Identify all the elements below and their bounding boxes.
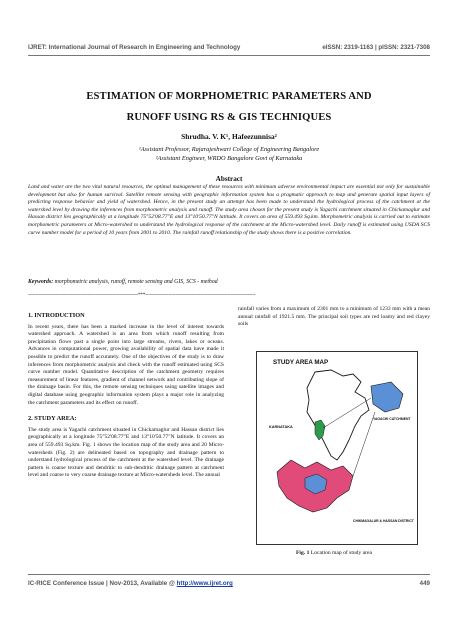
label-yagachi: YAGACHI CATCHMENT (373, 417, 411, 421)
intro-text: In recent years, there has been a marked increase in the level of interest towards watershed approach. A watershed is an area from which runoff resulting from precipitation flows past a single point into large streams, rivers, lakes or oceans. Advances in computational power, growing availability of spatial data have made it possible to predict the runoff accurately. One of the objectives of the study is to draw inferences from morphometric analysis and check with the runoff estimated using SCS curve number model. Quantitative description of the catchment geometry requires measurement of linear features, gradient of channel network and contributing slope of the drainage basin. For this, the remote sensing techniques using satellite images and digital database using geographic information system plays a major role in analyzing the catchment parameters and its effect on runoff. (28, 323, 224, 406)
rainfall-text: rainfall varies from a maximum of 2301 mm to a minimum of 1233 mm with a mean annual rainfall of 1921.5 mm. The principal soil types are red loamy and red clayey soils (238, 306, 430, 328)
map-figure (257, 352, 417, 544)
figure-caption (238, 550, 430, 556)
paper-title (28, 86, 430, 128)
footer-conference (28, 580, 233, 587)
intro-heading: 1. INTRODUCTION (28, 312, 85, 319)
affiliation-2: ²Assistant Engineer, WRDO Bangalore Govt of Karnataka (155, 155, 303, 162)
right-column (238, 306, 430, 329)
footer-issue: IC-RICE Conference Issue | Nov-2013, Available @ (28, 580, 175, 587)
section-separator: ------------------------------------------------------------------------***------------------------------------------------------------------------ (28, 292, 256, 298)
yagachi-catchment-inset (371, 382, 403, 412)
caption-text: Location map of study area (310, 550, 372, 556)
inset-pointer (323, 398, 371, 428)
abstract-heading: Abstract (215, 175, 243, 183)
study-area-heading: 2. STUDY AREA: (28, 415, 77, 423)
left-column (28, 306, 224, 480)
district-pointer (353, 412, 375, 476)
caption-label: Fig. 1 (296, 550, 310, 556)
journal-issn: eISSN: 2319-1163 | pISSN: 2321-7308 (322, 44, 430, 51)
author-list: Shrudha. V. K¹, Hafeezunnisa² (181, 132, 277, 141)
label-district: CHIKMAGALUR & HASSAN DISTRICT (353, 519, 414, 523)
header-rule (28, 55, 430, 56)
map-title: STUDY AREA MAP (273, 359, 329, 366)
abstract-text: Land and water are the two vital natural resources, the optimal management of these resources with minimum adverse environmental impact are essential not only for sustainable development but also for human survival. Satellite remote sensing with geographic information system has a pragmatic approach to map and generate spatial input layers of predicting response behavior and yield of watershed. Hence, in the present study an attempt has been made to understand the hydrological process of the catchment at the watershed level by drawing the inferences from morphometric analysis and runoff. The study area chosen for the present study is Yagachi catchment situated in Chickamaglur and Hassan district lies geographically at a longitude 75°52'08.77"E and 13°10'50.77"N latitude. It covers an area of 559.493 Sq.km. Morphometric analysis is carried out to estimate morphometric parameters at Micro-watershed to understand the hydrological response of the catchment at the Micro-watershed level. Daily runoff is estimated using USDA SCS curve number model for a period of 10 years from 2001 to 2010. The rainfall runoff relationship of the study shows there is a positive correlation. (28, 184, 430, 236)
journal-name: IJRET: International Journal of Research in Engineering and Technology (28, 44, 241, 51)
study-area-text: The study area is Yagachi catchment situated in Chickamaglur and Hassan district lies geographically at a longitude 75°52'08.77"E and 13°10'50.77"N latitude. It covers an area of 559.493 Sq.km. Fig. 1 shows the location map of the study area and 20 Micro-watersheds (Fig. 2) are delineated based on topography and drainage pattern to understand hydrological process of the catchment at the watershed level. The drainage pattern is coarse texture and dendritic to sub-dendritic drainage pattern at catchment level and coarse to very coarse drainage texture at Micro-watersheds level. The annual (28, 426, 224, 479)
affiliation-1: ¹Assistant Professor, Rajarajeshwari College of Engineering Bangalore (138, 146, 320, 153)
title-line-2: RUNOFF USING RS & GIS TECHNIQUES (126, 112, 332, 123)
india-outline (307, 370, 369, 460)
keywords-label: Keywords: (28, 279, 54, 285)
title-line-1: ESTIMATION OF MORPHOMETRIC PARAMETERS AND (86, 91, 372, 102)
journal-link[interactable]: http://www.ijret.org (176, 580, 233, 587)
page-footer (28, 580, 430, 587)
karnataka-state (315, 420, 325, 440)
journal-header (28, 44, 430, 51)
footer-rule (28, 574, 430, 575)
page-number: 449 (419, 580, 430, 587)
keywords-text: morphometric analysis, runoff, remote sensing and GIS, SCS - method (54, 279, 218, 285)
study-area-map (256, 351, 418, 545)
keywords (28, 279, 430, 285)
label-karnataka: KARNATAKA (269, 425, 293, 429)
